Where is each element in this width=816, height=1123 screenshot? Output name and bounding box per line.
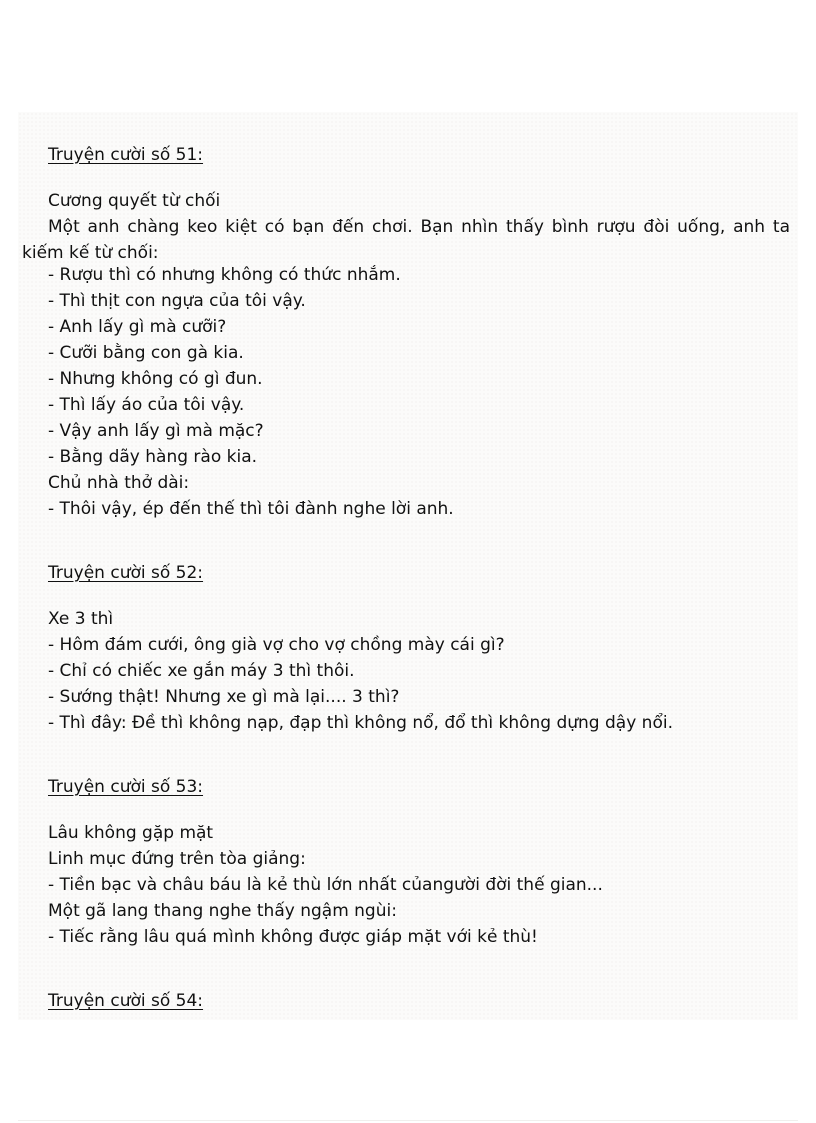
bottom-rule <box>18 1120 798 1121</box>
dialogue-line: - Thì lấy áo của tôi vậy. <box>48 395 245 415</box>
joke-heading: Truyện cười số 51: <box>48 145 204 165</box>
dialogue-line: - Bằng dãy hàng rào kia. <box>48 447 258 467</box>
joke-title: Cương quyết từ chối <box>48 191 221 211</box>
dialogue-line: - Sướng thật! Nhưng xe gì mà lại.... 3 thì? <box>48 687 400 707</box>
dialogue-line: - Tiền bạc và châu báu là kẻ thù lớn nhất củangười đời thế gian... <box>48 875 603 895</box>
joke-heading: Truyện cười số 54: <box>48 991 204 1011</box>
dialogue-line: - Chỉ có chiếc xe gắn máy 3 thì thôi. <box>48 661 355 681</box>
joke-intro: Một anh chàng keo kiệt có bạn đến chơi. Bạn nhìn thấy bình rượu đòi uống, anh ta kiếm kế từ chối: <box>22 217 790 263</box>
narration-line: Linh mục đứng trên tòa giảng: <box>48 849 306 869</box>
dialogue-line: - Nhưng không có gì đun. <box>48 369 263 389</box>
dialogue-line: - Hôm đám cưới, ông già vợ cho vợ chồng mày cái gì? <box>48 635 505 655</box>
narration-line: Một gã lang thang nghe thấy ngậm ngùi: <box>48 901 397 921</box>
joke-title: Xe 3 thì <box>48 609 114 629</box>
dialogue-line: - Cưỡi bằng con gà kia. <box>48 343 244 363</box>
dialogue-line: - Thì thịt con ngựa của tôi vậy. <box>48 291 306 311</box>
dialogue-line: - Rượu thì có nhưng không có thức nhắm. <box>48 265 401 285</box>
dialogue-line: - Thôi vậy, ép đến thế thì tôi đành nghe lời anh. <box>48 499 454 519</box>
joke-heading: Truyện cười số 52: <box>48 563 204 583</box>
dialogue-line: - Anh lấy gì mà cưỡi? <box>48 317 227 337</box>
dialogue-line: - Vậy anh lấy gì mà mặc? <box>48 421 264 441</box>
joke-heading: Truyện cười số 53: <box>48 777 204 797</box>
dialogue-line: - Thì đây: Đề thì không nạp, đạp thì không nổ, đổ thì không dựng dậy nổi. <box>48 713 673 733</box>
joke-title: Lâu không gặp mặt <box>48 823 214 843</box>
dialogue-line: - Tiếc rằng lâu quá mình không được giáp mặt với kẻ thù! <box>48 927 538 947</box>
narration-line: Chủ nhà thở dài: <box>48 473 190 493</box>
